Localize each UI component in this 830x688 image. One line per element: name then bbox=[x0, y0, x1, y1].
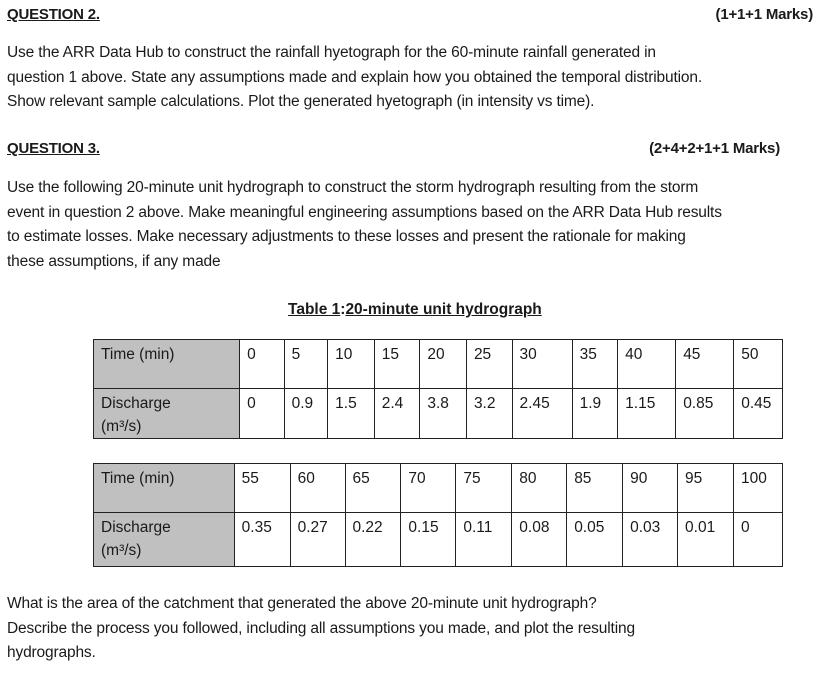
table-row bbox=[94, 464, 783, 513]
question-2-body bbox=[7, 41, 827, 115]
time-cell: 65 bbox=[345, 464, 401, 513]
question-3-closing bbox=[7, 592, 827, 666]
time-cell: 25 bbox=[466, 340, 512, 389]
discharge-cell: 0.03 bbox=[623, 513, 678, 567]
discharge-cell: 0.27 bbox=[290, 513, 345, 567]
discharge-cell: 0 bbox=[733, 513, 782, 567]
time-cell: 60 bbox=[290, 464, 345, 513]
table-row bbox=[94, 340, 783, 389]
time-cell: 20 bbox=[420, 340, 467, 389]
text-line: Show relevant sample calculations. Plot the generated hyetograph (in intensity vs time). bbox=[7, 93, 595, 110]
question-3-marks: (2+4+2+1+1 Marks) bbox=[649, 140, 780, 157]
time-cell: 15 bbox=[374, 340, 420, 389]
time-cell: 85 bbox=[567, 464, 623, 513]
discharge-cell: 0.85 bbox=[676, 389, 734, 439]
table-row bbox=[94, 389, 783, 439]
text-line: Use the following 20-minute unit hydrograph to construct the storm hydrograph resulting from the storm bbox=[7, 179, 699, 196]
discharge-cell: 0.08 bbox=[512, 513, 567, 567]
discharge-cell: 3.8 bbox=[420, 389, 467, 439]
table-caption: Table 1:20-minute unit hydrograph bbox=[288, 301, 542, 318]
discharge-cell: 0.45 bbox=[734, 389, 783, 439]
time-cell: 35 bbox=[572, 340, 618, 389]
table-caption-prefix: Table 1 bbox=[288, 301, 341, 318]
discharge-cell: 0.05 bbox=[567, 513, 623, 567]
question-3-title: QUESTION 3. bbox=[7, 140, 100, 157]
text-line: question 1 above. State any assumptions made and explain how you obtained the temporal distribution. bbox=[7, 68, 703, 86]
time-cell: 10 bbox=[328, 340, 375, 389]
discharge-cell: 0.11 bbox=[456, 513, 512, 567]
row-label-time: Time (min) bbox=[94, 340, 240, 389]
discharge-cell: 0.35 bbox=[234, 513, 290, 567]
discharge-cell: 0.22 bbox=[345, 513, 401, 567]
discharge-cell: 2.45 bbox=[512, 389, 572, 439]
text-line: to estimate losses. Make necessary adjustments to these losses and present the rationale for making bbox=[7, 228, 686, 245]
time-cell: 95 bbox=[678, 464, 734, 513]
text-line: these assumptions, if any made bbox=[7, 252, 221, 270]
time-cell: 100 bbox=[733, 464, 782, 513]
table-row bbox=[94, 513, 783, 567]
question-2-title: QUESTION 2. bbox=[7, 6, 100, 23]
text-line: Describe the process you followed, including all assumptions you made, and plot the resulting bbox=[7, 619, 635, 637]
text-line: hydrographs. bbox=[7, 644, 96, 661]
time-cell: 70 bbox=[401, 464, 456, 513]
time-cell: 40 bbox=[618, 340, 676, 389]
discharge-cell: 1.9 bbox=[572, 389, 618, 439]
time-cell: 30 bbox=[512, 340, 572, 389]
time-cell: 55 bbox=[234, 464, 290, 513]
discharge-cell: 2.4 bbox=[374, 389, 420, 439]
discharge-cell: 1.15 bbox=[618, 389, 676, 439]
unit-hydrograph-table-part-1 bbox=[93, 339, 783, 439]
discharge-cell: 0.15 bbox=[401, 513, 456, 567]
text-line: event in question 2 above. Make meaningful engineering assumptions based on the ARR Data Hub results bbox=[7, 203, 722, 221]
table-caption-title: 20-minute unit hydrograph bbox=[345, 301, 542, 318]
text-line: What is the area of the catchment that generated the above 20-minute unit hydrograph? bbox=[7, 595, 597, 612]
time-cell: 45 bbox=[676, 340, 734, 389]
row-label-discharge: Discharge (m³/s) bbox=[94, 513, 235, 567]
question-3-body bbox=[7, 176, 827, 274]
text-line: Use the ARR Data Hub to construct the rainfall hyetograph for the 60-minute rainfall generated in bbox=[7, 44, 656, 61]
discharge-cell: 1.5 bbox=[328, 389, 375, 439]
time-cell: 0 bbox=[240, 340, 285, 389]
row-label-time: Time (min) bbox=[94, 464, 235, 513]
question-2-marks: (1+1+1 Marks) bbox=[715, 6, 813, 23]
discharge-cell: 0.01 bbox=[678, 513, 734, 567]
unit-hydrograph-table-part-2 bbox=[93, 463, 783, 567]
row-label-discharge: Discharge (m³/s) bbox=[94, 389, 240, 439]
time-cell: 50 bbox=[734, 340, 783, 389]
time-cell: 90 bbox=[623, 464, 678, 513]
discharge-cell: 0.9 bbox=[284, 389, 328, 439]
time-cell: 80 bbox=[512, 464, 567, 513]
time-cell: 75 bbox=[456, 464, 512, 513]
discharge-cell: 0 bbox=[240, 389, 285, 439]
discharge-cell: 3.2 bbox=[466, 389, 512, 439]
time-cell: 5 bbox=[284, 340, 328, 389]
